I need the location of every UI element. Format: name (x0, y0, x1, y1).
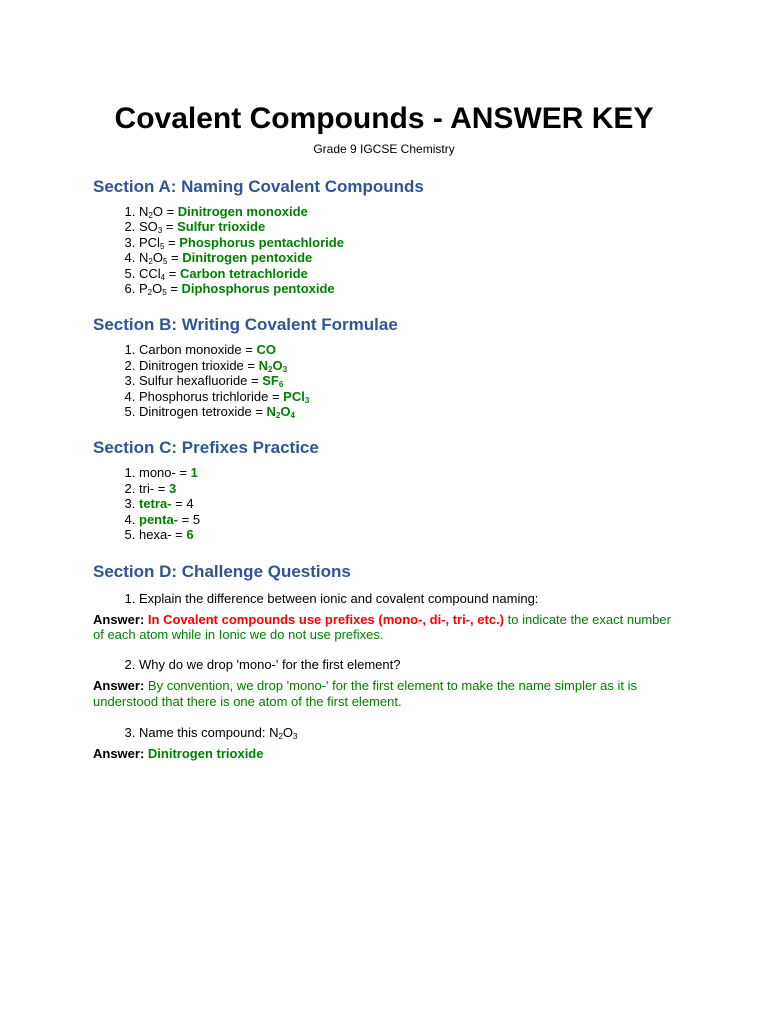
page-subtitle: Grade 9 IGCSE Chemistry (313, 142, 455, 156)
answer-text: Dinitrogen monoxide (177, 204, 308, 219)
answer-text: $N_2O_4$ (266, 404, 295, 421)
answer-2: Answer: By convention, we drop 'mono-' for the first element to make the name simpler as it is understood that there is one atom of the first element. (93, 678, 637, 709)
list-item: 2. tri- = 3 (139, 481, 683, 496)
answer-text: 3 (168, 480, 177, 496)
section-d-heading: Section D: Challenge Questions (93, 561, 351, 581)
answer-key-document (93, 100, 683, 762)
list-item: 6. $P_2O_5$ = Diphosphorus pentoxide (139, 281, 683, 296)
section-d (93, 562, 683, 762)
answer-text: 6 (186, 527, 194, 543)
list-item: 5. CCl$_4$ = Carbon tetrachloride (139, 266, 683, 281)
answer-3: Answer: Dinitrogen trioxide (93, 746, 264, 762)
answer-text: Phosphorus pentachloride (179, 234, 344, 250)
section-b-list (93, 342, 683, 419)
question-text: 2. Why do we drop 'mono-' for the first element? (139, 657, 683, 672)
question-2 (93, 657, 683, 672)
section-a-heading: Section A: Naming Covalent Compounds (93, 177, 424, 196)
list-item: 5. hexa- = 6 (139, 527, 683, 542)
section-b-heading: Section B: Writing Covalent Formulae (93, 315, 398, 335)
question-text: 3. Name this compound: $N_2O_3$ (139, 725, 683, 740)
list-item: 3. PCl$_5$ = Phosphorus pentachloride (139, 235, 683, 250)
list-item: 1. Carbon monoxide = CO (139, 342, 683, 357)
section-a-list (93, 204, 683, 296)
list-item: 4. Phosphorus trichloride = PCl$_3$ (139, 389, 683, 404)
answer-text: Sulfur trioxide (177, 219, 266, 235)
answer-text: Carbon tetrachloride (179, 265, 308, 281)
answer-text: 1 (190, 465, 198, 481)
answer-text: CO (256, 342, 276, 358)
list-item: 2. Dinitrogen trioxide = $N_2O_3$ (139, 358, 683, 373)
section-b (93, 315, 683, 419)
list-item: 1. $N_2O$ = Dinitrogen monoxide (139, 204, 683, 219)
answer-text: penta- (139, 511, 178, 527)
question-3 (93, 725, 683, 740)
section-c (93, 438, 683, 542)
list-item: 3. Sulfur hexafluoride = $SF_6$ (139, 373, 683, 388)
answer-text: $N_2O_3$ (258, 357, 288, 374)
list-item: 3. tetra- = 4 (139, 496, 683, 511)
answer-text: PCl$_3$ (283, 388, 310, 405)
section-c-list (93, 465, 683, 542)
list-item: 4. $N_2O_5$ = Dinitrogen pentoxide (139, 250, 683, 265)
answer-text: $SF_6$ (262, 373, 284, 390)
question-text: 1. Explain the difference between ionic and covalent compound naming: (139, 591, 683, 606)
list-item: 4. penta- = 5 (139, 512, 683, 527)
list-item: 1. mono- = 1 (139, 465, 683, 480)
answer-text: Diphosphorus pentoxide (181, 281, 335, 297)
page-title: Covalent Compounds - ANSWER KEY (114, 102, 654, 135)
answer-text: tetra- (139, 496, 172, 512)
section-c-heading: Section C: Prefixes Practice (93, 438, 319, 458)
list-item: 2. $SO_3$ = Sulfur trioxide (139, 219, 683, 234)
answer-text: Dinitrogen pentoxide (182, 250, 313, 266)
question-1 (93, 591, 683, 606)
section-a (93, 177, 683, 296)
list-item: 5. Dinitrogen tetroxide = $N_2O_4$ (139, 404, 683, 419)
answer-1: Answer: In Covalent compounds use prefixes (mono-, di-, tri-, etc.) to indicate the exact number of each atom while in Ionic we do not use prefixes. (93, 611, 671, 643)
